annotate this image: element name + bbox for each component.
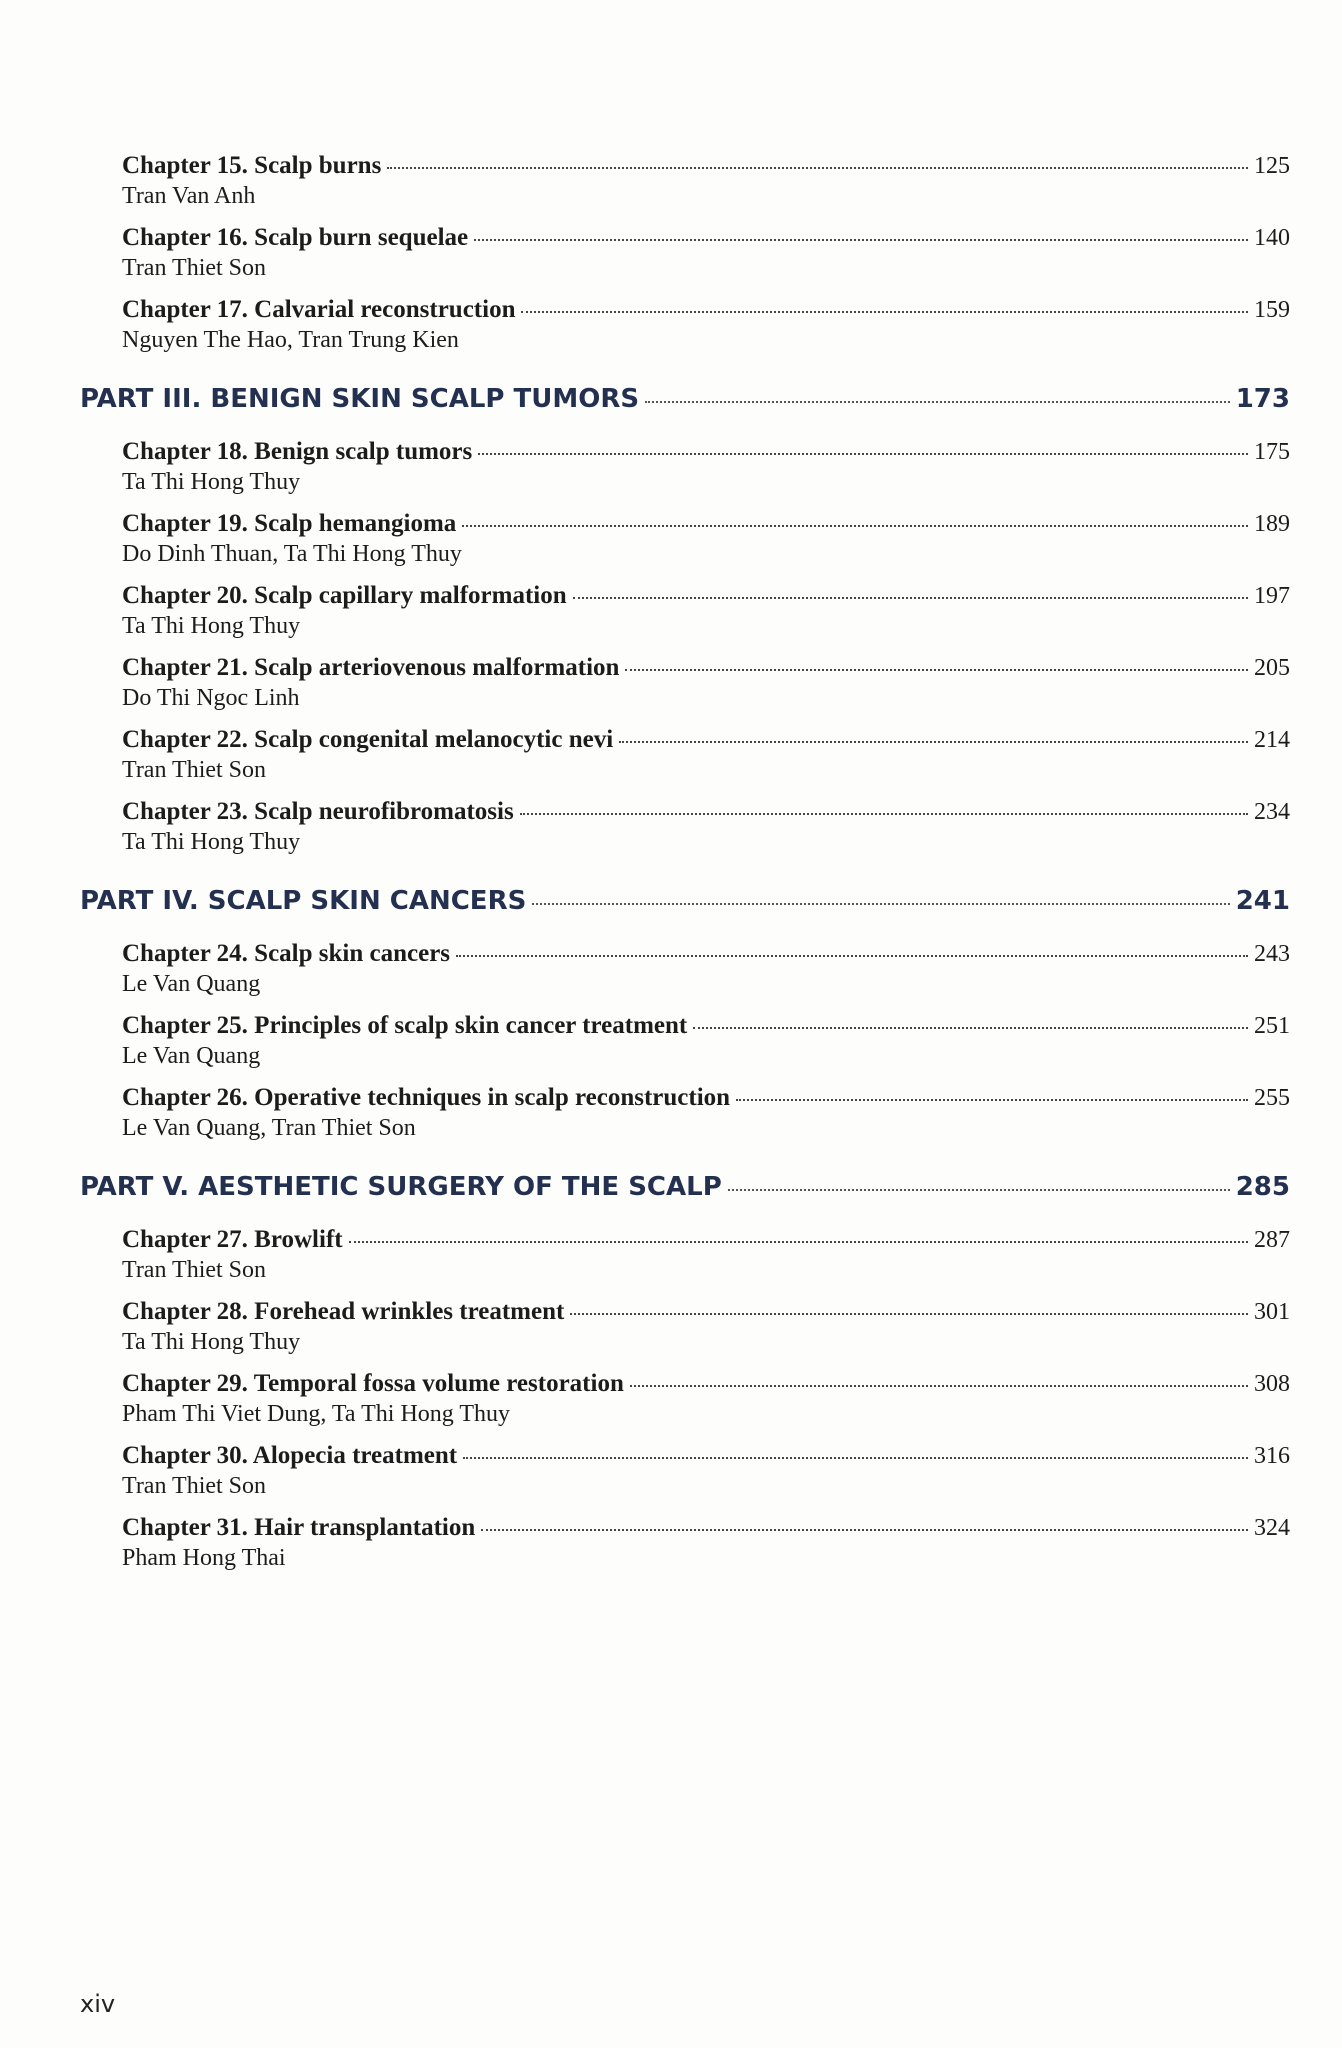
chapter-title: Chapter 30. Alopecia treatment	[122, 1442, 458, 1469]
chapter-title: Chapter 17. Calvarial reconstruction	[122, 296, 516, 323]
chapter-page-number: 140	[1254, 225, 1290, 251]
chapter-title: Chapter 31. Hair transplantation	[122, 1514, 476, 1541]
part-title: PART V. AESTHETIC SURGERY OF THE SCALP	[80, 1172, 722, 1202]
chapter-list	[80, 1226, 1290, 1572]
dot-leader	[693, 1026, 1248, 1029]
dot-leader	[349, 1240, 1248, 1243]
chapter-title: Chapter 16. Scalp burn sequelae	[122, 224, 469, 251]
chapter-authors: Le Van Quang	[122, 1043, 261, 1069]
chapter-authors: Tran Thiet Son	[122, 255, 267, 281]
chapter-authors: Tran Van Anh	[122, 183, 256, 209]
chapter-entry	[122, 798, 1290, 856]
chapter-page-number: 251	[1254, 1013, 1290, 1039]
chapter-authors: Do Thi Ngoc Linh	[122, 685, 300, 711]
part-heading	[80, 384, 1290, 414]
chapter-entry	[122, 1012, 1290, 1070]
chapter-authors: Le Van Quang, Tran Thiet Son	[122, 1115, 416, 1141]
chapter-line	[122, 726, 1290, 754]
chapter-line	[122, 654, 1290, 682]
dot-leader	[645, 400, 1230, 403]
dot-leader	[570, 1312, 1248, 1315]
chapter-line	[122, 438, 1290, 466]
chapter-title: Chapter 18. Benign scalp tumors	[122, 438, 473, 465]
chapter-title: Chapter 19. Scalp hemangioma	[122, 510, 457, 537]
chapter-entry	[122, 152, 1290, 210]
chapter-authors: Pham Thi Viet Dung, Ta Thi Hong Thuy	[122, 1401, 510, 1427]
chapter-entry	[122, 582, 1290, 640]
chapter-entry	[122, 438, 1290, 496]
chapter-line	[122, 510, 1290, 538]
chapter-title: Chapter 29. Temporal fossa volume restoration	[122, 1370, 624, 1397]
chapter-authors: Ta Thi Hong Thuy	[122, 1329, 301, 1355]
chapter-entry	[122, 940, 1290, 998]
chapter-line	[122, 1514, 1290, 1542]
chapter-line	[122, 152, 1290, 180]
chapter-entry	[122, 296, 1290, 354]
chapter-title: Chapter 27. Browlift	[122, 1226, 343, 1253]
dot-leader	[728, 1188, 1230, 1191]
chapter-line	[122, 296, 1290, 324]
chapter-page-number: 197	[1254, 583, 1290, 609]
chapter-entry	[122, 1514, 1290, 1572]
chapter-entry	[122, 1084, 1290, 1142]
chapter-entry	[122, 654, 1290, 712]
chapter-title: Chapter 26. Operative techniques in scalp reconstruction	[122, 1084, 731, 1111]
part-page-number: 285	[1235, 1172, 1290, 1202]
chapter-line	[122, 1084, 1290, 1112]
chapter-line	[122, 1012, 1290, 1040]
chapter-authors: Nguyen The Hao, Tran Trung Kien	[122, 327, 459, 353]
chapter-title: Chapter 22. Scalp congenital melanocytic nevi	[122, 726, 614, 753]
chapter-page-number: 255	[1254, 1085, 1290, 1111]
chapter-page-number: 308	[1254, 1371, 1290, 1397]
chapter-line	[122, 582, 1290, 610]
chapter-list	[80, 152, 1290, 354]
chapter-page-number: 316	[1254, 1443, 1290, 1469]
chapter-line	[122, 1370, 1290, 1398]
dot-leader	[520, 812, 1248, 815]
chapter-title: Chapter 24. Scalp skin cancers	[122, 940, 451, 967]
chapter-authors: Le Van Quang	[122, 971, 261, 997]
chapter-authors: Tran Thiet Son	[122, 1473, 267, 1499]
dot-leader	[387, 166, 1248, 169]
dot-leader	[463, 1456, 1248, 1459]
chapter-title: Chapter 28. Forehead wrinkles treatment	[122, 1298, 565, 1325]
page-folio: xiv	[80, 1990, 116, 2018]
chapter-title: Chapter 21. Scalp arteriovenous malformation	[122, 654, 620, 681]
chapter-page-number: 287	[1254, 1227, 1290, 1253]
part-page-number: 173	[1235, 384, 1290, 414]
part-title: PART III. BENIGN SKIN SCALP TUMORS	[80, 384, 640, 414]
table-of-contents	[80, 152, 1290, 1586]
chapter-entry	[122, 1442, 1290, 1500]
chapter-authors: Ta Thi Hong Thuy	[122, 613, 301, 639]
chapter-line	[122, 798, 1290, 826]
chapter-page-number: 301	[1254, 1299, 1290, 1325]
dot-leader	[736, 1098, 1248, 1101]
chapter-line	[122, 1226, 1290, 1254]
chapter-title: Chapter 15. Scalp burns	[122, 152, 382, 179]
chapter-line	[122, 940, 1290, 968]
chapter-page-number: 324	[1254, 1515, 1290, 1541]
dot-leader	[456, 954, 1248, 957]
chapter-page-number: 175	[1254, 439, 1290, 465]
chapter-page-number: 159	[1254, 297, 1290, 323]
chapter-authors: Pham Hong Thai	[122, 1545, 286, 1571]
part-page-number: 241	[1235, 886, 1290, 916]
part-title: PART IV. SCALP SKIN CANCERS	[80, 886, 527, 916]
chapter-title: Chapter 23. Scalp neurofibromatosis	[122, 798, 514, 825]
chapter-line	[122, 1442, 1290, 1470]
chapter-list	[80, 438, 1290, 856]
chapter-entry	[122, 726, 1290, 784]
part-heading	[80, 1172, 1290, 1202]
dot-leader	[521, 310, 1248, 313]
dot-leader	[630, 1384, 1248, 1387]
chapter-list	[80, 940, 1290, 1142]
dot-leader	[474, 238, 1248, 241]
chapter-page-number: 205	[1254, 655, 1290, 681]
chapter-line	[122, 1298, 1290, 1326]
chapter-authors: Do Dinh Thuan, Ta Thi Hong Thuy	[122, 541, 462, 567]
chapter-authors: Ta Thi Hong Thuy	[122, 829, 301, 855]
chapter-line	[122, 224, 1290, 252]
chapter-title: Chapter 25. Principles of scalp skin cancer treatment	[122, 1012, 688, 1039]
chapter-page-number: 125	[1254, 153, 1290, 179]
chapter-authors: Tran Thiet Son	[122, 757, 267, 783]
dot-leader	[625, 668, 1248, 671]
chapter-page-number: 189	[1254, 511, 1290, 537]
chapter-authors: Ta Thi Hong Thuy	[122, 469, 301, 495]
chapter-page-number: 234	[1254, 799, 1290, 825]
dot-leader	[481, 1528, 1248, 1531]
chapter-page-number: 214	[1254, 727, 1290, 753]
chapter-entry	[122, 1370, 1290, 1428]
dot-leader	[619, 740, 1248, 743]
chapter-entry	[122, 1298, 1290, 1356]
dot-leader	[462, 524, 1248, 527]
chapter-title: Chapter 20. Scalp capillary malformation	[122, 582, 567, 609]
chapter-page-number: 243	[1254, 941, 1290, 967]
dot-leader	[573, 596, 1248, 599]
chapter-entry	[122, 510, 1290, 568]
part-heading	[80, 886, 1290, 916]
chapter-authors: Tran Thiet Son	[122, 1257, 267, 1283]
dot-leader	[532, 902, 1229, 905]
chapter-entry	[122, 1226, 1290, 1284]
chapter-entry	[122, 224, 1290, 282]
dot-leader	[478, 452, 1248, 455]
